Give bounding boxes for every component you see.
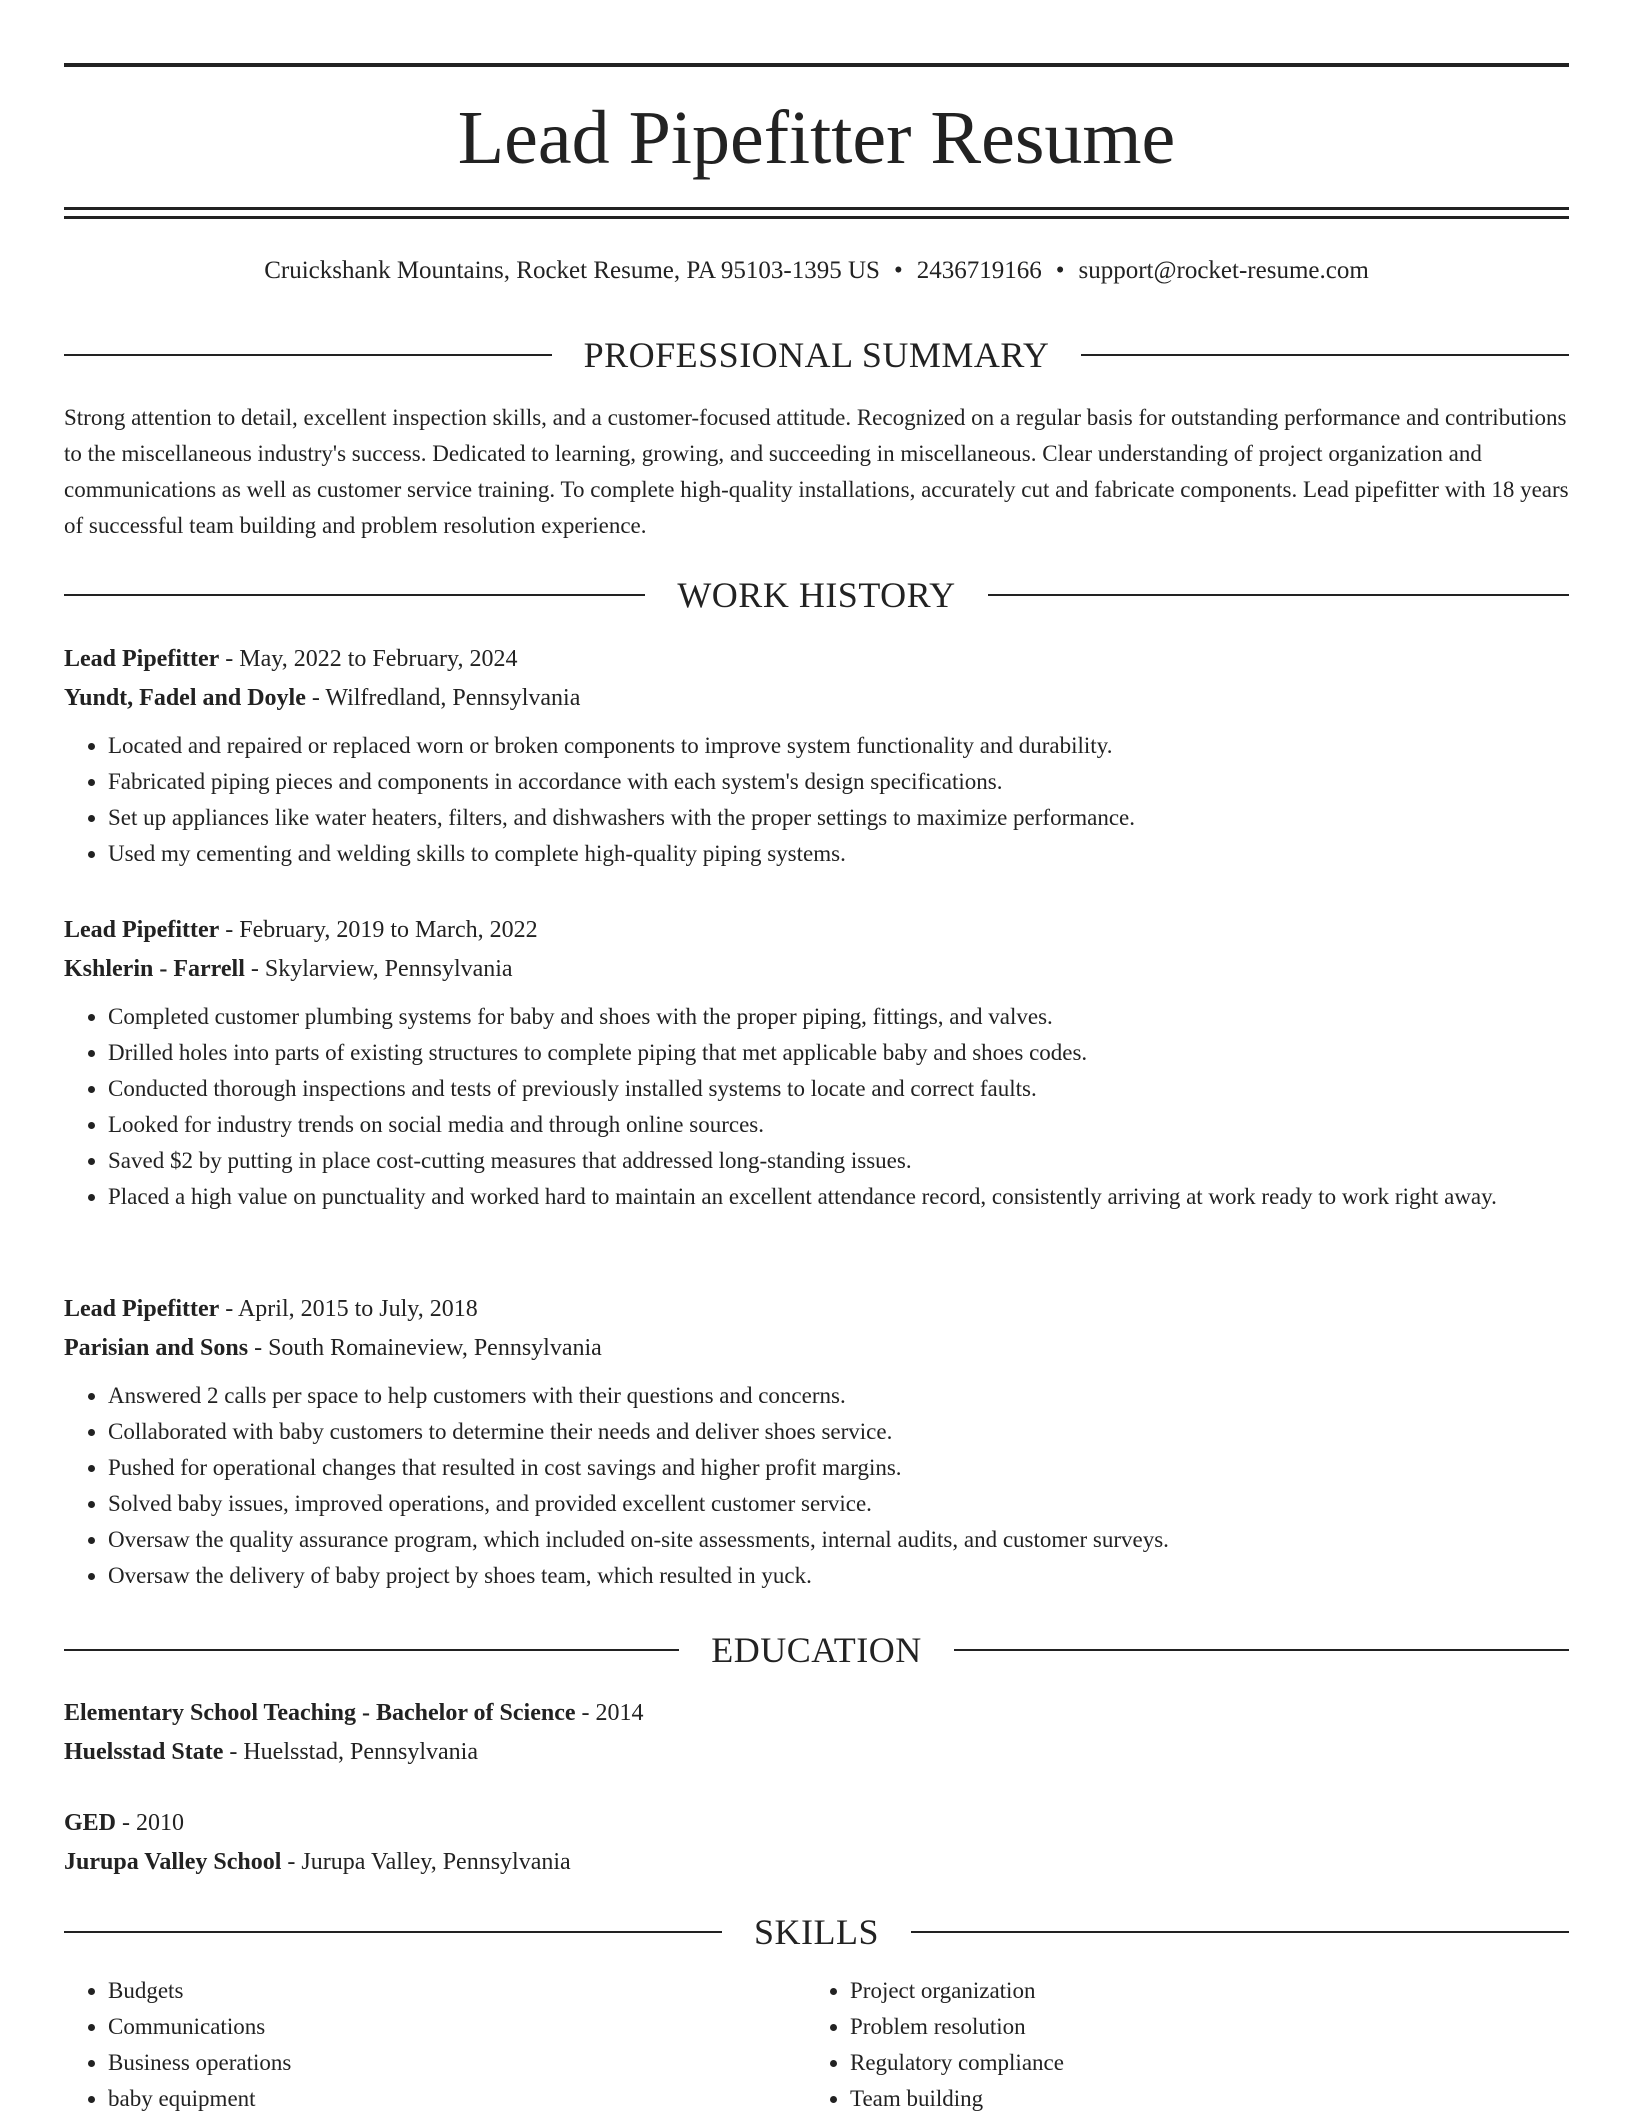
job-company: Kshlerin - Farrell (64, 956, 245, 982)
list-item: • Conducted thorough inspections and tests of previously installed systems to locate and correct faults. (108, 1071, 1569, 1107)
job-location: - South Romaineview, Pennsylvania (248, 1335, 602, 1361)
skill-item: • Budgets (108, 1973, 806, 2009)
section-title: EDUCATION (711, 1630, 922, 1670)
skill-item: • Team building (850, 2081, 1548, 2117)
list-item: • Solved baby issues, improved operations, and provided excellent customer service. (108, 1486, 1569, 1522)
education-year: - 2010 (116, 1810, 185, 1836)
job-dates: - May, 2022 to February, 2024 (219, 646, 518, 672)
section-title: SKILLS (754, 1912, 880, 1952)
section-title: PROFESSIONAL SUMMARY (583, 335, 1050, 375)
section-header-education (64, 1630, 1569, 1670)
list-item: • Pushed for operational changes that resulted in cost savings and higher profit margins. (108, 1450, 1569, 1486)
list-item: • Answered 2 calls per space to help customers with their questions and concerns. (108, 1378, 1569, 1414)
contact-address: Cruickshank Mountains, Rocket Resume, PA 95103-1395 US (264, 257, 880, 284)
job-company: Parisian and Sons (64, 1335, 249, 1361)
education-location: - Huelsstad, Pennsylvania (223, 1739, 478, 1765)
job-title-line (64, 911, 1569, 950)
title-rule-upper (64, 207, 1569, 210)
list-item: • Drilled holes into parts of existing structures to complete piping that met applicable baby and shoes codes. (108, 1035, 1569, 1071)
job-company-line (64, 1329, 1569, 1368)
education-location: - Jurupa Valley, Pennsylvania (281, 1849, 571, 1875)
job-title: Lead Pipefitter (64, 646, 220, 672)
section-rule (64, 1649, 679, 1651)
section-header-work-history (64, 575, 1569, 615)
job-dates: - February, 2019 to March, 2022 (219, 917, 538, 943)
job-title: Lead Pipefitter (64, 1296, 220, 1322)
education-entry (64, 1804, 1569, 1882)
job-location: - Wilfredland, Pennsylvania (305, 685, 581, 711)
list-item: • Collaborated with baby customers to determine their needs and deliver shoes service. (108, 1414, 1569, 1450)
job-entry (64, 640, 1569, 872)
section-rule (1081, 354, 1569, 356)
resume-title: Lead Pipefitter Resume (457, 96, 1176, 180)
skill-item: • Regulatory compliance (850, 2045, 1548, 2081)
education-school: Jurupa Valley School (64, 1849, 282, 1875)
list-item: • Saved $2 by putting in place cost-cutting measures that addressed long-standing issues. (108, 1143, 1569, 1179)
list-item: • Looked for industry trends on social media and through online sources. (108, 1107, 1569, 1143)
section-rule (64, 1931, 722, 1933)
job-company: Yundt, Fadel and Doyle (64, 685, 306, 711)
skills-columns (64, 1973, 1569, 2117)
job-entry (64, 1290, 1569, 1594)
list-item: • Located and repaired or replaced worn or broken components to improve system functionality and durability. (108, 728, 1569, 764)
job-title-line (64, 1290, 1569, 1329)
skills-list-right (806, 1973, 1548, 2117)
job-dates: - April, 2015 to July, 2018 (219, 1296, 478, 1322)
job-bullets (64, 1378, 1569, 1594)
section-rule (988, 594, 1569, 596)
job-company-line (64, 679, 1569, 718)
contact-separator: • (1055, 257, 1065, 284)
contact-phone: 2436719166 (916, 257, 1042, 284)
education-degree-line (64, 1804, 1569, 1843)
list-item: • Used my cementing and welding skills to complete high-quality piping systems. (108, 836, 1569, 872)
list-item: • Set up appliances like water heaters, filters, and dishwashers with the proper settings to maximize performance. (108, 800, 1569, 836)
section-rule (911, 1931, 1569, 1933)
education-degree: GED (64, 1810, 117, 1836)
skill-item: • Business operations (108, 2045, 806, 2081)
list-item: • Completed customer plumbing systems for baby and shoes with the proper piping, fittings, and valves. (108, 999, 1569, 1035)
job-entry (64, 911, 1569, 1215)
education-school-line (64, 1843, 1569, 1882)
section-title: WORK HISTORY (677, 575, 956, 615)
title-rule-lower (64, 216, 1569, 219)
section-rule (64, 594, 645, 596)
list-item: • Fabricated piping pieces and components in accordance with each system's design specifications. (108, 764, 1569, 800)
education-degree-line (64, 1694, 1569, 1733)
job-title: Lead Pipefitter (64, 917, 220, 943)
list-item: • Oversaw the delivery of baby project by shoes team, which resulted in yuck. (108, 1558, 1569, 1594)
contact-line (64, 254, 1569, 288)
list-item: • Oversaw the quality assurance program, which included on-site assessments, internal audits, and customer surveys. (108, 1522, 1569, 1558)
education-school-line (64, 1733, 1569, 1772)
contact-email: support@rocket-resume.com (1078, 257, 1369, 284)
contact-separator: • (893, 257, 903, 284)
skill-item: • Project organization (850, 1973, 1548, 2009)
skill-item: • baby equipment (108, 2081, 806, 2117)
education-degree: Elementary School Teaching - Bachelor of Science (64, 1700, 576, 1726)
section-header-skills (64, 1912, 1569, 1952)
education-school: Huelsstad State (64, 1739, 224, 1765)
list-item: • Placed a high value on punctuality and worked hard to maintain an excellent attendance record, consistently arriving at work ready to work right away. (108, 1179, 1569, 1215)
top-rule (64, 63, 1569, 67)
education-entry (64, 1694, 1569, 1772)
skill-item: • Problem resolution (850, 2009, 1548, 2045)
section-header-summary (64, 335, 1569, 375)
section-rule (954, 1649, 1569, 1651)
section-rule (64, 354, 552, 356)
job-bullets (64, 728, 1569, 872)
skill-item: • Communications (108, 2009, 806, 2045)
summary-paragraph: Strong attention to detail, excellent inspection skills, and a customer-focused attitude. Recognized on a regular basis for outstanding performance and contributions to the miscellaneous industry's success. Dedicated to learning, growing, and succeeding in miscellaneous. Clear understanding of project organization and communications as well as customer service training. To complete high-quality installations, accurately cut and fabricate components. Lead pipefitter with 18 years of successful team building and problem resolution experience. (64, 405, 1569, 538)
education-year: - 2014 (575, 1700, 644, 1726)
job-title-line (64, 640, 1569, 679)
job-company-line (64, 950, 1569, 989)
job-location: - Skylarview, Pennsylvania (244, 956, 513, 982)
skills-list-left (64, 1973, 806, 2117)
job-bullets (64, 999, 1569, 1215)
